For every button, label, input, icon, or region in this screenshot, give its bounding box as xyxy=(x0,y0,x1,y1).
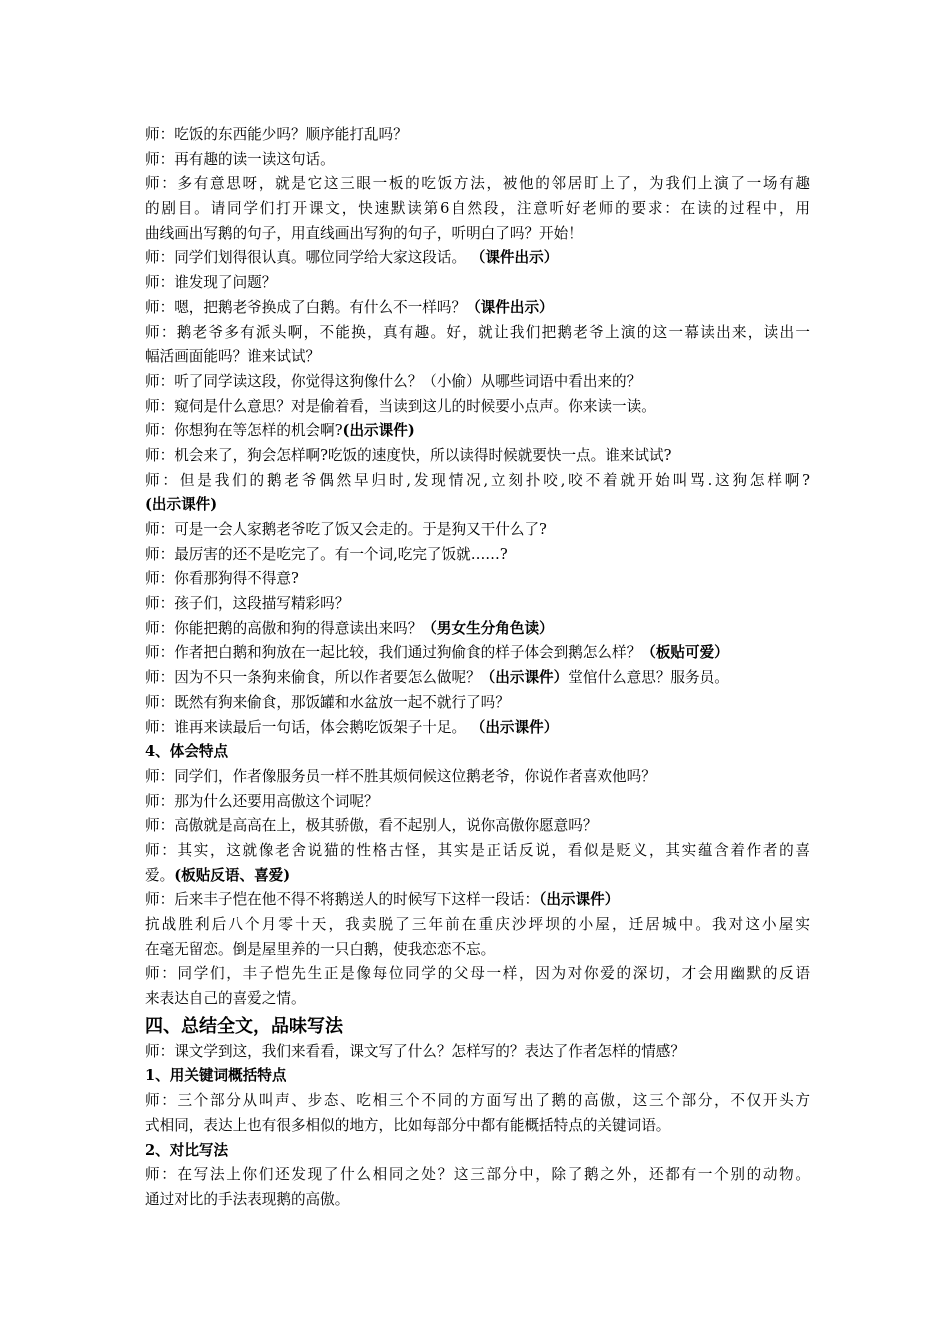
text-segment: 幅活画面能吗？谁来试试？ xyxy=(145,348,321,366)
text-line xyxy=(145,740,810,765)
bold-segment: (出示课件) xyxy=(342,422,415,440)
text-line xyxy=(145,345,810,370)
text-line xyxy=(145,1040,810,1065)
text-line xyxy=(145,617,810,642)
bold-segment: 2、对比写法 xyxy=(145,1141,229,1159)
text-segment: 爱。 xyxy=(145,866,175,884)
text-line xyxy=(145,987,810,1012)
text-line xyxy=(145,691,810,716)
text-line xyxy=(145,1139,810,1164)
text-line xyxy=(145,716,810,741)
text-segment: 师：既然有狗来偷食，那饭罐和水盆放一起不就行了吗？ xyxy=(145,693,510,711)
text-segment: 师：在写法上你们还发现了什么相同之处？这三部分中，除了鹅之外，还都有一个别的动物。 xyxy=(145,1166,810,1184)
text-segment: 师：可是一会人家鹅老爷吃了饭又会走的。于是狗又干什么了? xyxy=(145,521,547,538)
bold-segment: (板贴反语、喜爱) xyxy=(174,866,291,884)
bold-segment: （出示课件） xyxy=(539,891,620,909)
text-line xyxy=(145,321,810,346)
text-line xyxy=(145,592,810,617)
text-line xyxy=(145,148,810,173)
text-line xyxy=(145,123,810,148)
text-line xyxy=(145,913,810,938)
text-line xyxy=(145,444,810,469)
text-line xyxy=(145,493,810,518)
text-segment: 来表达自己的喜爱之情。 xyxy=(145,990,306,1008)
text-line xyxy=(145,567,810,592)
bold-segment: （课件出示） xyxy=(470,249,559,267)
text-segment: 师：那为什么还要用高傲这个词呢？ xyxy=(145,792,379,810)
text-line xyxy=(145,197,810,222)
section-heading xyxy=(145,1014,810,1040)
text-segment: 在毫无留恋。倒是屋里养的一只白鹅，使我恋恋不忘。 xyxy=(145,940,496,958)
bold-segment: （课件出示） xyxy=(466,298,554,316)
text-segment: 的剧目。请同学们打开课文，快速默读第6自然段，注意听好老师的要求：在读的过程中，用 xyxy=(145,200,810,218)
text-segment: 师：孩子们，这段描写精彩吗？ xyxy=(145,595,350,613)
text-segment: 师：最厉害的还不是吃完了。有一个词,吃完了饭就……? xyxy=(145,545,508,563)
text-line xyxy=(145,790,810,815)
text-segment: 师：机会来了，狗会怎样啊?吃饭的速度快，所以读得时候就要快一点。谁来试试? xyxy=(145,446,672,464)
text-line xyxy=(145,222,810,247)
text-segment: 式相同，表达上也有很多相似的地方，比如每部分中都有能概括特点的关键词语。 xyxy=(145,1116,671,1134)
text-segment: 师：吃饭的东西能少吗？顺序能打乱吗？ xyxy=(145,126,408,143)
bold-segment: 1、用关键词概括特点 xyxy=(145,1067,287,1085)
text-line xyxy=(145,518,810,543)
text-line xyxy=(145,172,810,197)
text-line xyxy=(145,938,810,963)
bold-segment: （出示课件） xyxy=(470,718,559,736)
text-line xyxy=(145,839,810,864)
text-segment: 抗战胜利后八个月零十天，我卖脱了三年前在重庆沙坪坝的小屋，迁居城中。我对这小屋实 xyxy=(145,916,810,933)
text-line xyxy=(145,271,810,296)
text-segment: 师：其实，这就像老舍说猫的性格古怪，其实是正话反说，看似是贬义，其实蕴含着作者的喜 xyxy=(145,841,810,859)
text-segment: 师：你想狗在等怎样的机会啊? xyxy=(145,422,343,440)
bold-segment: 四、总结全文，品味写法 xyxy=(145,1015,343,1037)
text-line xyxy=(145,1089,810,1114)
text-segment: 师：后来丰子恺在他不得不将鹅送人的时候写下这样一段话： xyxy=(145,891,540,909)
bold-segment: 4、体会特点 xyxy=(145,743,229,761)
text-line xyxy=(145,543,810,568)
text-segment: 师：但是我们的鹅老爷偶然早归时,发现情况,立刻扑咬,咬不着就开始叫骂.这狗怎样啊? xyxy=(145,471,810,489)
text-line xyxy=(145,666,810,691)
text-line xyxy=(145,370,810,395)
text-segment: 师：多有意思呀，就是它这三眼一板的吃饭方法，被他的邻居盯上了，为我们上演了一场有趣 xyxy=(145,175,810,193)
text-line xyxy=(145,395,810,420)
bold-segment: (出示课件) xyxy=(145,496,218,514)
text-line xyxy=(145,1114,810,1139)
text-line xyxy=(145,419,810,444)
text-segment: 师：嗯，把鹅老爷换成了白鹅。有什么不一样吗？ xyxy=(145,298,467,316)
text-segment: 师：你看那狗得不得意? xyxy=(145,570,299,588)
text-segment: 师：窥伺是什么意思？对是偷着看，当读到这儿的时候要小点声。你来读一读。 xyxy=(145,397,656,415)
text-segment: 师：三个部分从叫声、步态、吃相三个不同的方面写出了鹅的高傲，这三个部分，不仅开头方 xyxy=(145,1092,810,1110)
text-segment: 师：同学们划得很认真。哪位同学给大家这段话。 xyxy=(145,249,471,267)
text-line xyxy=(145,765,810,790)
text-line xyxy=(145,1163,810,1188)
text-line xyxy=(145,1064,810,1089)
text-segment: 通过对比的手法表现鹅的高傲。 xyxy=(145,1190,350,1208)
text-line xyxy=(145,1188,810,1213)
bold-segment: （男女生分角色读） xyxy=(422,619,554,637)
text-segment: 师：同学们，作者像服务员一样不胜其烦伺候这位鹅老爷，你说作者喜欢他吗？ xyxy=(145,767,656,785)
text-segment: 师：课文学到这，我们来看看，课文写了什么？怎样写的？表达了作者怎样的情感？ xyxy=(145,1042,685,1060)
text-segment: 师：听了同学读这段，你觉得这狗像什么？（小偷）从哪些词语中看出来的？ xyxy=(145,372,642,390)
text-segment: 堂倌什么意思？服务员。 xyxy=(568,669,729,687)
text-line xyxy=(145,962,810,987)
text-line xyxy=(145,296,810,321)
text-segment: 师：同学们，丰子恺先生正是像每位同学的父母一样，因为对你爱的深切，才会用幽默的反语 xyxy=(145,965,810,983)
text-segment: 曲线画出写鹅的句子，用直线画出写狗的句子，听明白了吗？开始！ xyxy=(145,224,583,242)
text-segment: 师：高傲就是高高在上，极其骄傲，看不起别人，说你高傲你愿意吗？ xyxy=(145,817,598,835)
text-line xyxy=(145,641,810,666)
text-line xyxy=(145,888,810,913)
text-segment: 师：你能把鹅的高傲和狗的得意读出来吗？ xyxy=(145,619,423,637)
text-segment: 师：作者把白鹅和狗放在一起比较，我们通过狗偷食的样子体会到鹅怎么样？ xyxy=(145,644,642,662)
bold-segment: （出示课件） xyxy=(480,669,569,687)
document-body xyxy=(145,123,810,1213)
text-segment: 师：谁发现了问题？ xyxy=(145,274,277,292)
text-line xyxy=(145,864,810,889)
text-line xyxy=(145,814,810,839)
text-line xyxy=(145,246,810,271)
text-segment: 师：鹅老爷多有派头啊，不能换，真有趣。好，就让我们把鹅老爷上演的这一幕读出来，读出一 xyxy=(145,323,810,341)
text-segment: 师：再有趣的读一读这句话。 xyxy=(145,150,335,168)
text-segment: 师：谁再来读最后一句话，体会鹅吃饭架子十足。 xyxy=(145,718,471,736)
text-line xyxy=(145,469,810,494)
bold-segment: （板贴可爱） xyxy=(641,644,729,662)
text-segment: 师：因为不只一条狗来偷食，所以作者要怎么做呢？ xyxy=(145,669,481,687)
